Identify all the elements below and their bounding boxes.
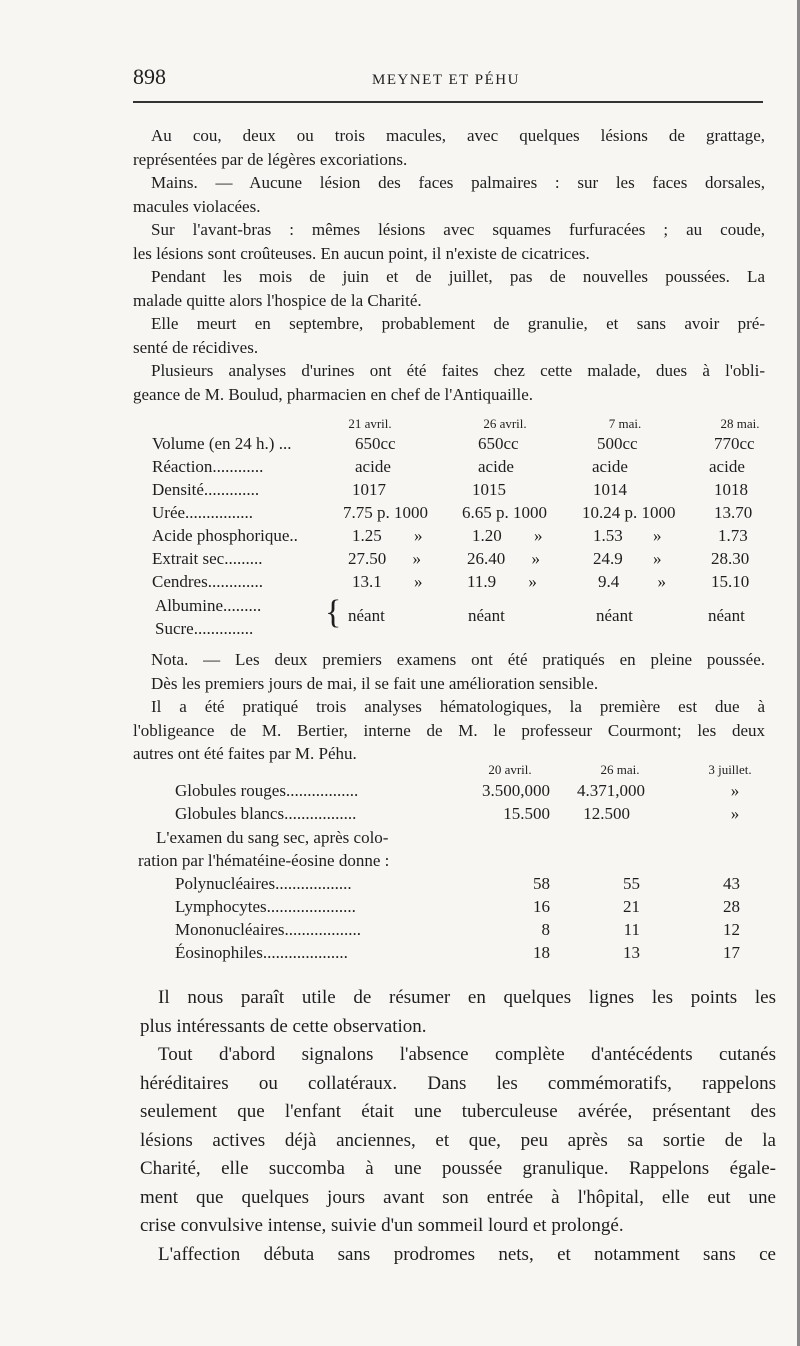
table-cell: 1.20 » bbox=[472, 526, 543, 545]
table-cell: 18 bbox=[533, 943, 550, 962]
table-cell: 1014 bbox=[593, 480, 627, 499]
table-cell: 1.53 » bbox=[593, 526, 662, 545]
text-line: Au cou, deux ou trois macules, avec quelques lésions de grattage, bbox=[151, 126, 765, 145]
text-line: les lésions sont croûteuses. En aucun point, il n'existe de cicatrices. bbox=[133, 243, 590, 263]
table-cell: » bbox=[730, 781, 740, 800]
table-cell: 21 bbox=[623, 897, 640, 916]
text-line: malade quitte alors l'hospice de la Charité. bbox=[133, 290, 422, 310]
table-cell: 1017 bbox=[352, 480, 386, 499]
table-cell: 1018 bbox=[714, 480, 748, 499]
table-cell: 13.1 » bbox=[352, 572, 423, 591]
header-rule bbox=[133, 101, 763, 103]
text-line: senté de récidives. bbox=[133, 337, 259, 357]
row-label: Éosinophiles.................... bbox=[175, 943, 348, 962]
text-line: L'affection débuta sans prodromes nets, et notamment sans ce bbox=[158, 1243, 776, 1265]
table-cell: 28 bbox=[723, 897, 740, 916]
table-cell: 3.500,000 bbox=[482, 781, 550, 800]
running-title: MEYNET ET PÉHU bbox=[372, 72, 520, 88]
text-line: Elle meurt en septembre, probablement de granulie, et sans avoir pré- bbox=[151, 314, 765, 333]
row-label: Acide phosphorique.. bbox=[152, 526, 298, 545]
text-line: geance de M. Boulud, pharmacien en chef de l'Antiquaille. bbox=[133, 384, 534, 404]
table-cell: acide bbox=[709, 457, 745, 476]
column-header: 20 avril. bbox=[488, 762, 532, 777]
table-cell: 7.75 p. 1000 bbox=[343, 503, 428, 522]
table-cell: 58 bbox=[533, 874, 550, 893]
text-line: Tout d'abord signalons l'absence complète d'antécédents cutanés bbox=[158, 1044, 776, 1065]
text-line: macules violacées. bbox=[133, 196, 261, 216]
table-cell: 4.371,000 bbox=[577, 781, 645, 800]
intro-text bbox=[133, 124, 765, 406]
table-cell: 17 bbox=[723, 943, 740, 962]
closing-text bbox=[140, 984, 776, 1269]
note-line: L'examen du sang sec, après colo- bbox=[156, 828, 389, 847]
table-cell: néant bbox=[708, 606, 745, 625]
text-line: lésions actives déjà anciennes, et que, peu après sa sortie de la bbox=[140, 1129, 776, 1151]
table-cell: 12 bbox=[723, 920, 740, 939]
row-label: Urée................ bbox=[152, 503, 254, 522]
column-header: 26 mai. bbox=[600, 762, 640, 777]
page-number: 898 bbox=[133, 64, 166, 89]
text-line: représentées par de légères excoriations. bbox=[133, 149, 408, 169]
table-cell: 27.50 » bbox=[348, 549, 421, 568]
table-cell: » bbox=[730, 804, 740, 823]
row-label: Sucre.............. bbox=[155, 619, 254, 638]
row-label: Cendres............. bbox=[152, 572, 263, 591]
note-line: ration par l'hématéine-éosine donne : bbox=[138, 851, 390, 870]
table-cell: 55 bbox=[623, 874, 640, 893]
table-cell: 11 bbox=[623, 920, 640, 939]
row-label: Globules blancs................. bbox=[175, 804, 357, 823]
text-line: Plusieurs analyses d'urines ont été faites chez cette malade, dues à l'obli- bbox=[151, 361, 765, 380]
table-cell: 28.30 bbox=[711, 549, 750, 568]
row-label: Albumine......... bbox=[155, 596, 262, 615]
table-cell: acide bbox=[355, 457, 391, 476]
row-label: Réaction............ bbox=[152, 457, 264, 476]
text-line: Mains. — Aucune lésion des faces palmaires : sur les faces dorsales, bbox=[151, 173, 765, 192]
table-cell: 650cc bbox=[478, 434, 519, 453]
row-label: Volume (en 24 h.) ... bbox=[152, 434, 292, 453]
text-line: Il nous paraît utile de résumer en quelques lignes les points les bbox=[158, 987, 776, 1008]
table-cell: 500cc bbox=[597, 434, 638, 453]
row-label: Polynucléaires.................. bbox=[175, 874, 352, 893]
column-header: 28 mai. bbox=[720, 416, 760, 431]
table-cell: acide bbox=[592, 457, 628, 476]
column-header: 3 juillet. bbox=[708, 762, 752, 777]
text-line: plus intéressants de cette observation. bbox=[140, 1015, 427, 1037]
table-cell: 26.40 » bbox=[467, 549, 540, 568]
column-header: 7 mai. bbox=[608, 416, 642, 431]
table-cell: 13.70 bbox=[714, 503, 753, 522]
table-cell: 1.25 » bbox=[352, 526, 423, 545]
table-cell: acide bbox=[478, 457, 514, 476]
table-cell: 15.10 bbox=[711, 572, 750, 591]
brace-icon: { bbox=[325, 594, 342, 631]
text-line: seulement que l'enfant était une tuberculeuse avérée, présentant des bbox=[140, 1101, 776, 1122]
table-cell: 10.24 p. 1000 bbox=[582, 503, 676, 522]
table-cell: 43 bbox=[723, 874, 740, 893]
table-cell: 6.65 p. 1000 bbox=[462, 503, 547, 522]
text-line: Charité, elle succomba à une poussée granulique. Rappelons égale- bbox=[140, 1158, 776, 1179]
row-label: Lymphocytes..................... bbox=[175, 897, 356, 916]
text-line: Pendant les mois de juin et de juillet, pas de nouvelles poussées. La bbox=[151, 267, 765, 286]
table-cell: 770cc bbox=[714, 434, 755, 453]
table-cell: 11.9 » bbox=[467, 572, 537, 591]
table-cell: 1015 bbox=[472, 480, 506, 499]
table-cell: 1.73 bbox=[718, 526, 748, 545]
text-line: Nota. — Les deux premiers examens ont été pratiqués en pleine poussée. bbox=[151, 650, 765, 669]
table-cell: 650cc bbox=[355, 434, 396, 453]
table-cell: 24.9 » bbox=[593, 549, 662, 568]
table-cell: 16 bbox=[533, 897, 550, 916]
row-label: Globules rouges................. bbox=[175, 781, 359, 800]
column-header: 21 avril. bbox=[348, 416, 392, 431]
table-cell: néant bbox=[348, 606, 385, 625]
text-line: Sur l'avant-bras : mêmes lésions avec squames furfuracées ; au coude, bbox=[151, 220, 765, 239]
table-cell: 13 bbox=[623, 943, 640, 962]
row-label: Densité............. bbox=[152, 480, 260, 499]
table-cell: néant bbox=[596, 606, 633, 625]
text-line: crise convulsive intense, suivie d'un sommeil lourd et prolongé. bbox=[140, 1215, 624, 1236]
text-line: Dès les premiers jours de mai, il se fait une amélioration sensible. bbox=[151, 673, 599, 693]
table-cell: 15.500 bbox=[503, 804, 550, 823]
table-cell: néant bbox=[468, 606, 505, 625]
text-line: Il a été pratiqué trois analyses hématologiques, la première est due à bbox=[151, 697, 765, 716]
table-cell: 9.4 » bbox=[598, 572, 666, 591]
table-cell: 12.500 bbox=[583, 804, 630, 823]
text-line: autres ont été faites par M. Péhu. bbox=[133, 744, 357, 763]
row-label: Extrait sec......... bbox=[152, 549, 263, 568]
table-cell: 8 bbox=[541, 920, 550, 939]
text-line: ment que quelques jours avant son entrée à l'hôpital, elle eut une bbox=[140, 1186, 776, 1208]
text-line: l'obligeance de M. Bertier, interne de M. le professeur Courmont; les deux bbox=[133, 720, 765, 740]
nota-text bbox=[133, 648, 765, 766]
column-header: 26 avril. bbox=[483, 416, 527, 431]
text-line: héréditaires ou collatéraux. Dans les commémoratifs, rappelons bbox=[140, 1072, 776, 1094]
row-label: Mononucléaires.................. bbox=[175, 920, 362, 939]
